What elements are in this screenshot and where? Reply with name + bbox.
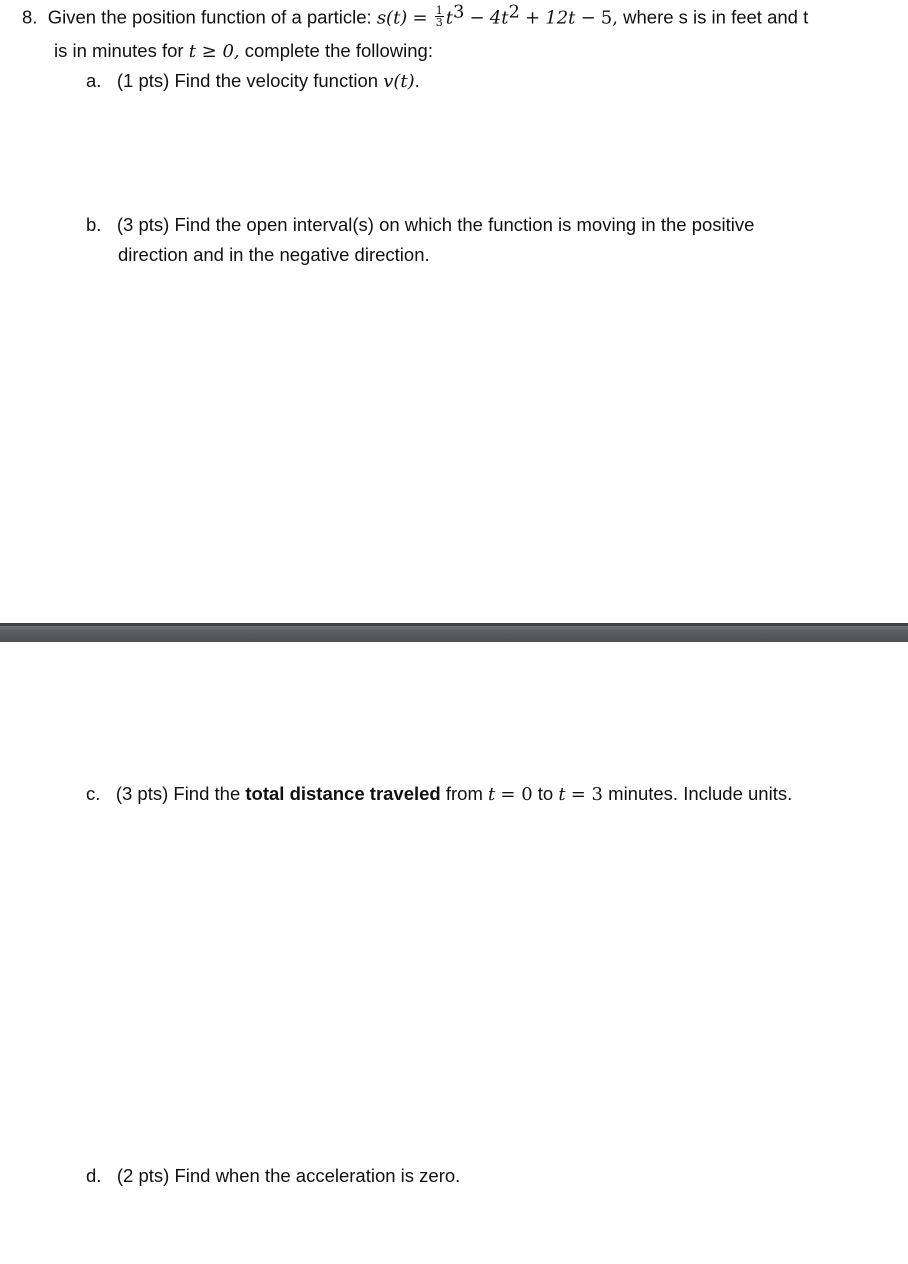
- part-d-points: (2 pts): [116, 1165, 170, 1186]
- part-c-to: to: [537, 783, 554, 804]
- formula-term-1-exponent: 3: [452, 1, 465, 23]
- part-c: [86, 785, 792, 804]
- stem-line-2-post: complete the following:: [244, 40, 433, 61]
- formula-equals: =: [412, 7, 428, 29]
- part-a-math: v(t): [383, 71, 415, 92]
- part-a-period: .: [414, 70, 420, 91]
- formula-op-1: −: [469, 7, 485, 29]
- part-a-letter: a.: [86, 70, 102, 91]
- stem-line-2-pre: is in minutes for: [54, 40, 184, 61]
- part-c-post: minutes. Include units.: [608, 783, 793, 804]
- page-divider: [0, 623, 908, 642]
- part-c-pre: Find the: [173, 783, 241, 804]
- stem-units: where s is in feet and t: [623, 6, 809, 28]
- part-c-letter: c.: [86, 783, 101, 804]
- formula-lhs: s(t): [376, 7, 408, 29]
- formula-op-3: −: [580, 7, 596, 29]
- part-a-text: Find the velocity function: [174, 70, 379, 91]
- part-c-bold-phrase: total distance traveled: [245, 783, 441, 804]
- part-b-letter: b.: [86, 214, 102, 235]
- formula-term-4: 5,: [600, 7, 618, 29]
- part-b-text-1: Find the open interval(s) on which the function is moving in the positive: [174, 214, 755, 235]
- formula-term-2-exponent: 2: [508, 1, 520, 23]
- fraction-numerator: 1: [435, 4, 443, 17]
- question-number: 8.: [22, 6, 38, 28]
- part-c-from: from: [445, 783, 483, 804]
- part-c-var-1: t: [488, 784, 496, 805]
- fraction-denominator: 3: [435, 16, 443, 29]
- question-stem-line-1: [22, 1, 809, 30]
- part-c-var-2: t: [558, 784, 566, 805]
- stem-condition: t ≥ 0,: [188, 41, 240, 62]
- fraction-one-third: [435, 5, 444, 28]
- part-d-letter: d.: [86, 1165, 102, 1186]
- part-b-points: (3 pts): [116, 214, 170, 235]
- part-b-text-2: direction and in the negative direction.: [118, 244, 430, 265]
- part-c-eq-1: = 0: [500, 784, 533, 805]
- formula-term-1: t: [445, 7, 453, 29]
- question-stem-line-2: [54, 42, 433, 61]
- part-b-line-2: [118, 246, 430, 265]
- part-a: [86, 72, 420, 91]
- formula-term-3: 12t: [545, 7, 576, 29]
- part-d-text: Find when the acceleration is zero.: [174, 1165, 461, 1186]
- part-c-eq-2: = 3: [570, 784, 604, 805]
- stem-intro: Given the position function of a particle:: [47, 6, 372, 28]
- formula-term-2: 4t: [489, 7, 509, 29]
- formula-op-2: +: [525, 7, 541, 29]
- part-b-line-1: [86, 216, 754, 235]
- part-a-points: (1 pts): [116, 70, 170, 91]
- part-d: [86, 1167, 460, 1186]
- part-c-points: (3 pts): [115, 783, 169, 804]
